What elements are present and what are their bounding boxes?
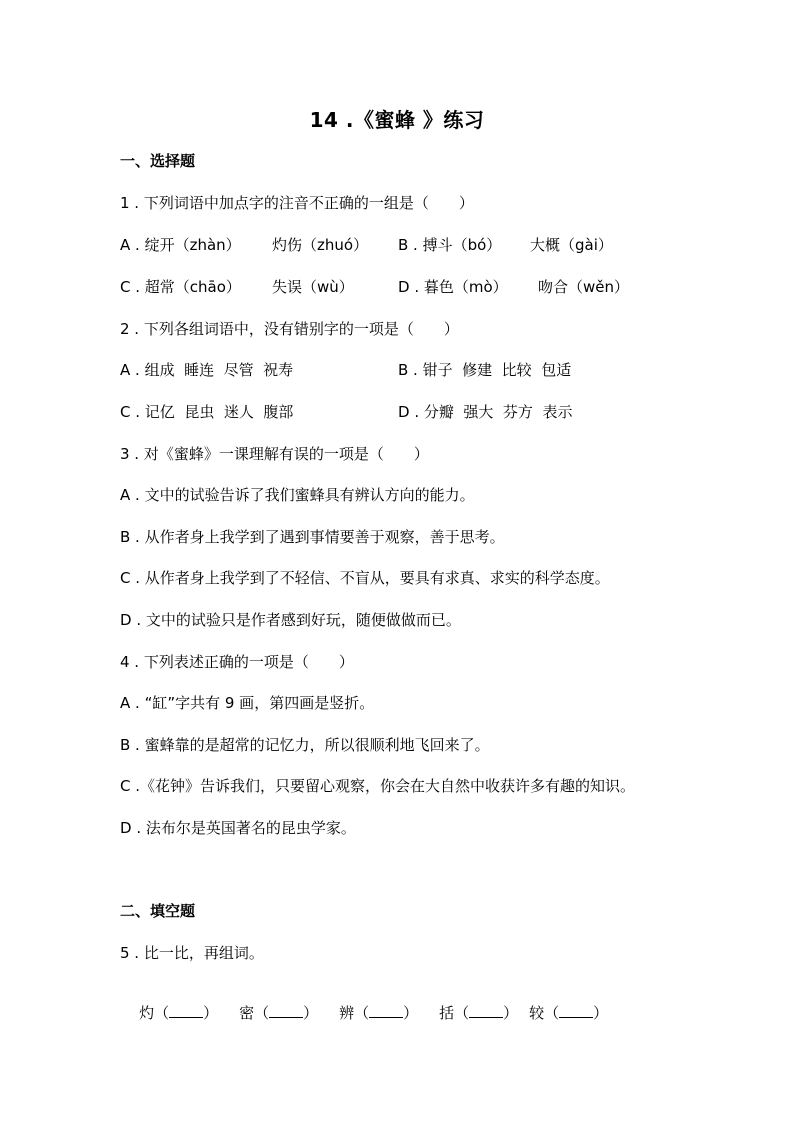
question-4-stem: 4 . 下列表述正确的一项是（ ） [120,653,354,671]
section-choice-heading: 一、选择题 [120,152,196,170]
question-1-option-d1: D . 暮色（mò） [398,278,508,296]
question-1-option-d2: 吻合（wěn） [538,278,630,296]
word-group-item: 辨（ ） [339,1004,419,1022]
question-1-option-b2: 大概（gài） [530,236,613,254]
word-group-char: 灼 [139,1004,155,1022]
question-2-option-a: A . 组成 睡连 尽管 祝寿 [120,361,294,379]
word-group-char: 括 [439,1004,455,1022]
question-2-option-d: D . 分瓣 强大 芬方 表示 [398,403,573,421]
question-4-option-c: C .《花钟》告诉我们，只要留心观察，你会在大自然中收获许多有趣的知识。 [120,777,636,795]
word-group-item: 括（ ） [439,1004,519,1022]
question-3-option-d: D . 文中的试验只是作者感到好玩，随便做做而已。 [120,611,461,629]
answer-blank[interactable] [559,1005,593,1018]
question-1-option-a2: 灼伤（zhuó） [272,236,369,254]
section-fill-heading: 二、填空题 [120,902,196,920]
question-1-stem: 1 . 下列词语中加点字的注音不正确的一组是（ ） [120,194,474,212]
question-4-option-b: B . 蜜蜂靠的是超常的记忆力，所以很顺利地飞回来了。 [120,736,490,754]
answer-blank[interactable] [269,1005,303,1018]
question-3-stem: 3 . 对《蜜蜂》一课理解有误的一项是（ ） [120,445,429,463]
word-group-char: 密 [239,1004,255,1022]
question-1-option-c2: 失误（wù） [272,278,354,296]
question-3-option-a: A . 文中的试验告诉了我们蜜蜂具有辨认方向的能力。 [120,486,475,504]
word-group-item: 较（ ） [529,1004,609,1022]
page-title: 14 .《蜜蜂 》练习 [309,108,485,132]
question-4-option-a: A . “缸”字共有 9 画，第四画是竖折。 [120,694,375,712]
question-2-option-c: C . 记亿 昆虫 迷人 腹部 [120,403,294,421]
answer-blank[interactable] [169,1005,203,1018]
answer-blank[interactable] [369,1005,403,1018]
question-1-option-b1: B . 搏斗（bó） [398,236,502,254]
word-group-item: 灼（ ） [139,1004,219,1022]
question-3-option-b: B . 从作者身上我学到了遇到事情要善于观察，善于思考。 [120,528,505,546]
word-group-char: 辨 [339,1004,355,1022]
question-5-stem: 5 . 比一比，再组词。 [120,944,264,962]
question-2-stem: 2 . 下列各组词语中，没有错别字的一项是（ ） [120,320,459,338]
question-1-option-a1: A . 绽开（zhàn） [120,236,241,254]
word-group-char: 较 [529,1004,545,1022]
question-4-option-d: D . 法布尔是英国著名的昆虫学家。 [120,819,356,837]
question-3-option-c: C . 从作者身上我学到了不轻信、不盲从，要具有求真、求实的科学态度。 [120,569,610,587]
question-1-option-c1: C . 超常（chāo） [120,278,241,296]
question-2-option-b: B . 钳子 修建 比较 包适 [398,361,572,379]
word-group-item: 密（ ） [239,1004,319,1022]
answer-blank[interactable] [469,1005,503,1018]
